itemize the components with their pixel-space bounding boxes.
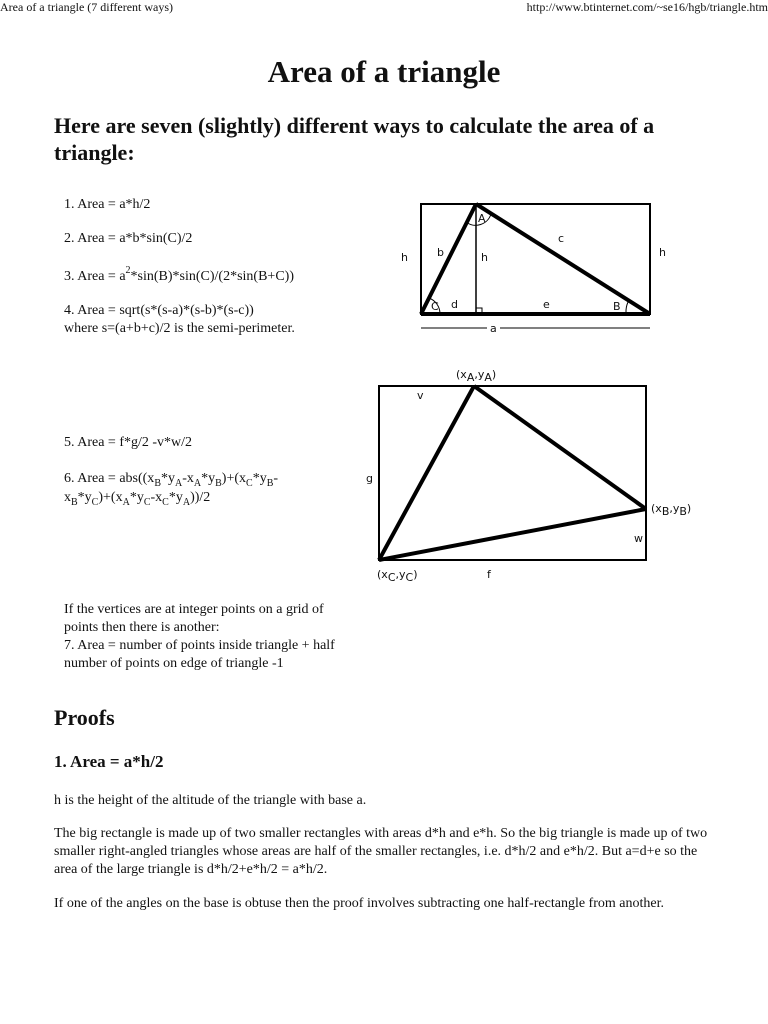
coord-text: ,y — [474, 368, 485, 381]
triangle-altitude-diagram — [390, 190, 680, 338]
f6-part: )+(x — [221, 471, 247, 486]
coord-sub: A — [484, 371, 492, 384]
f6-part: *y — [129, 490, 144, 505]
formula-3 — [64, 265, 294, 286]
f6-sub: C — [246, 477, 253, 489]
grid-intro: If the vertices are at integer points on a grid of points then there is another: — [64, 602, 324, 635]
label-B: B — [613, 300, 621, 313]
coord-text: ) — [413, 568, 418, 581]
label-A: A — [478, 212, 486, 225]
label-vertex-B — [651, 502, 691, 518]
f6-part: x — [64, 490, 71, 505]
f6-part: - — [273, 471, 279, 486]
coord-sub: A — [466, 371, 475, 384]
f6-sub: A — [122, 496, 130, 508]
proofs-heading: Proofs — [54, 705, 115, 730]
side-AB — [474, 386, 646, 509]
proof-1-para-2: The big rectangle is made up of two smaller rectangles with areas d*h and e*h. So the big triangle is made up of two smaller right-angled triangles whose areas are half of the smaller rectangles, i.e. d*h/2 and e*h/2. But a=d+e so the area of the large triangle is d*h/2+e*h/2 = a*h/2. — [54, 826, 708, 877]
f6-sub: C — [162, 496, 169, 508]
page-url[interactable]: http://www.btinternet.com/~se16/hgb/triangle.htm — [526, 0, 768, 14]
coord-sub: C — [405, 571, 414, 584]
f6-part: -x — [150, 490, 163, 505]
label-h-mid: h — [481, 251, 488, 264]
label-c: c — [558, 232, 565, 245]
label-b: b — [437, 246, 444, 259]
coord-text: ) — [491, 368, 497, 381]
label-C: C — [431, 300, 439, 313]
f6-part: ))/2 — [190, 490, 211, 505]
f6-part: *y — [160, 471, 175, 486]
formula-4: 4. Area = sqrt(s*(s-a)*(s-b)*(s-c)) — [64, 303, 254, 318]
angle-arc-B — [626, 302, 628, 313]
formula-2: 2. Area = a*b*sin(C)/2 — [64, 231, 193, 246]
page-title-header: Area of a triangle (7 different ways) — [0, 0, 174, 14]
coord-text: (x — [456, 368, 467, 381]
label-h-right: h — [659, 246, 666, 259]
f6-sub: C — [143, 496, 151, 508]
side-CA — [379, 386, 474, 560]
coord-text: ,y — [395, 568, 406, 581]
label-w: w — [634, 532, 643, 545]
page-title: Area of a triangle — [267, 54, 501, 89]
f6-sub: B — [154, 477, 161, 489]
label-v: v — [417, 389, 424, 402]
proof-1-heading: 1. Area = a*h/2 — [54, 752, 164, 771]
coord-text: ) — [686, 502, 692, 515]
side-b — [421, 204, 476, 314]
coord-text: (x — [651, 502, 662, 515]
side-c — [476, 204, 650, 314]
coord-sub: C — [387, 571, 396, 584]
coord-text: ,y — [669, 502, 680, 515]
label-f: f — [487, 568, 491, 581]
f6-part: 6. Area = abs((x — [64, 471, 155, 486]
triangle-coordinates-diagram — [360, 360, 700, 590]
side-BC — [379, 509, 646, 560]
f6-part: -x — [182, 471, 194, 486]
f6-part: *y — [77, 490, 92, 505]
label-g: g — [366, 472, 373, 485]
f6-sub: B — [71, 496, 78, 508]
f6-part: *y — [252, 471, 267, 486]
label-h-left: h — [401, 251, 408, 264]
coord-sub: B — [661, 505, 670, 518]
coord-sub: B — [679, 505, 687, 518]
f6-part: *y — [168, 490, 183, 505]
coord-text: (x — [377, 568, 388, 581]
label-vertex-C — [377, 568, 418, 584]
formula-5: 5. Area = f*g/2 -v*w/2 — [64, 435, 193, 450]
label-e: e — [543, 298, 550, 311]
formula-3-rest: *sin(B)*sin(C)/(2*sin(B+C)) — [130, 269, 294, 284]
grid-method — [64, 601, 354, 673]
f6-part: )+(x — [98, 490, 123, 505]
formula-6-line2 — [64, 489, 210, 507]
formula-6-line1 — [64, 470, 278, 488]
f6-sub: A — [193, 477, 202, 489]
label-a: a — [490, 322, 497, 335]
formula-1: 1. Area = a*h/2 — [64, 197, 151, 212]
f6-sub: A — [174, 477, 183, 489]
f6-sub: B — [215, 477, 222, 489]
label-vertex-A — [456, 368, 496, 384]
label-d: d — [451, 298, 458, 311]
formula-4-note: where s=(a+b+c)/2 is the semi-perimeter. — [64, 321, 295, 336]
intro-heading: Here are seven (slightly) different ways to calculate the area of a triangle: — [54, 113, 655, 165]
f6-part: *y — [201, 471, 216, 486]
proof-1-para-1: h is the height of the altitude of the triangle with base a. — [54, 793, 367, 808]
formula-3-text: 3. Area = a — [64, 269, 126, 284]
f6-sub: A — [182, 496, 191, 508]
f6-sub: C — [91, 496, 99, 508]
f6-sub: B — [266, 477, 274, 489]
formula-3-exponent: 2 — [125, 265, 131, 277]
formula-7: 7. Area = number of points inside triangle + half number of points on edge of triangle -1 — [64, 638, 335, 671]
proof-1-para-3: If one of the angles on the base is obtuse then the proof involves subtracting one half-rectangle from another. — [54, 896, 664, 911]
